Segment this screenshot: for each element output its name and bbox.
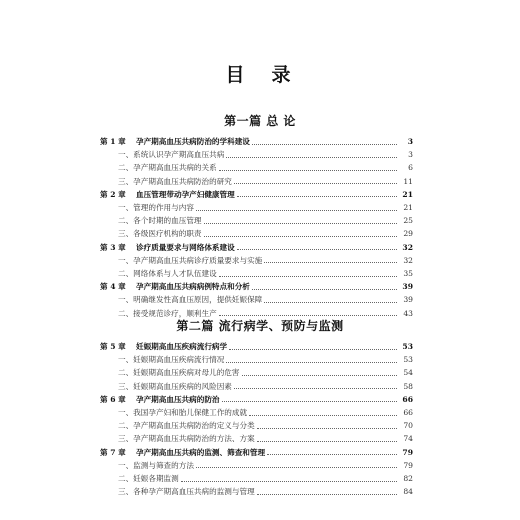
chapter-title: 孕产期高血压共病的防治 — [136, 394, 220, 404]
section-title: 一、我国孕产妇和胎儿保健工作的成就 — [118, 408, 248, 417]
section-title: 三、孕产期高血压共病防治的方法、方案 — [118, 434, 255, 444]
section-title: 三、孕产期高血压共病防治的研究 — [118, 176, 232, 186]
toc-chapter-row — [100, 280, 413, 293]
dot-leader — [181, 480, 397, 482]
section-title: 三、各种孕产期高血压共病的监测与管理 — [118, 487, 255, 497]
part-title: 第二篇 流行病学、预防与监测 — [176, 319, 344, 333]
page-number: 43 — [403, 308, 413, 318]
page-number: 66 — [403, 408, 413, 417]
toc-section-row — [100, 161, 413, 174]
toc-section-row — [100, 380, 413, 393]
toc-section-row — [100, 201, 413, 214]
toc-chapter-row — [100, 446, 413, 459]
page-number: 82 — [403, 474, 413, 483]
dot-leader — [204, 222, 397, 224]
dot-leader — [219, 169, 397, 171]
page-title: 目 录 — [225, 64, 295, 86]
page-number: 79 — [402, 447, 413, 457]
section-title: 一、监测与筛查的方法 — [118, 460, 194, 470]
section-title: 二、各个时期的血压管理 — [118, 216, 202, 226]
chapter-title: 孕产期高血压共病的监测、筛查和管理 — [136, 447, 266, 457]
section-title: 二、孕产期高血压共病的关系 — [118, 163, 217, 173]
section-title: 一、明确继发性高血压原因，提供妊娠保障 — [118, 295, 263, 305]
dot-leader — [226, 156, 397, 158]
dot-leader — [264, 301, 397, 303]
section-title: 二、网络体系与人才队伍建设 — [118, 269, 217, 278]
toc-section-row — [100, 353, 413, 366]
page-number: 25 — [403, 216, 413, 226]
toc-chapter-row — [100, 135, 413, 148]
chapter-number: 第 2 章 — [100, 189, 126, 199]
dot-leader — [196, 466, 397, 468]
page-number: 21 — [403, 203, 413, 212]
dot-leader — [257, 427, 397, 429]
toc-section-row — [100, 485, 413, 498]
chapter-number: 第 7 章 — [100, 447, 126, 457]
section-title: 一、系统认识孕产期高血压共病 — [118, 150, 225, 160]
page-number: 21 — [402, 189, 413, 199]
toc-section-row — [100, 148, 413, 161]
dot-leader — [249, 414, 397, 416]
dot-leader — [237, 248, 397, 250]
toc-section-row — [100, 459, 413, 472]
page-number: 32 — [402, 242, 413, 252]
dot-leader — [234, 182, 397, 184]
dot-leader — [252, 143, 397, 145]
page-number: 53 — [402, 342, 413, 351]
chapter-number: 第 6 章 — [100, 394, 126, 404]
page-number: 32 — [403, 255, 413, 265]
page-number: 6 — [408, 163, 413, 173]
page-number: 84 — [403, 487, 413, 497]
dot-leader — [237, 195, 397, 197]
dot-leader — [226, 361, 397, 363]
page-number: 54 — [403, 368, 413, 378]
section-title: 二、妊娠期高血压疾病对母儿的危害 — [118, 368, 240, 378]
page-number: 29 — [403, 229, 413, 239]
toc-chapter-row — [100, 188, 413, 201]
toc-section-row — [100, 419, 413, 432]
toc-section-row — [100, 406, 413, 419]
dot-leader — [196, 209, 397, 211]
chapter-title: 孕产期高血压共病防治的学科建设 — [136, 137, 250, 146]
chapter-title: 孕产期高血压共病病例特点和分析 — [136, 282, 250, 292]
page-number: 74 — [403, 434, 413, 444]
toc-section-row — [100, 267, 413, 280]
section-title: 二、孕产期高血压共病防治的定义与分类 — [118, 421, 255, 431]
dot-leader — [257, 493, 397, 495]
chapter-number: 第 3 章 — [100, 242, 126, 252]
part-title: 第一篇 总 论 — [224, 114, 296, 128]
section-title: 三、妊娠期高血压疾病的风险因素 — [118, 381, 232, 391]
page-number: 66 — [402, 394, 413, 404]
dot-leader — [264, 261, 397, 263]
toc-section-row — [100, 293, 413, 306]
chapter-title: 妊娠期高血压疾病流行病学 — [136, 342, 228, 351]
dot-leader — [222, 400, 397, 402]
page-number: 70 — [403, 421, 413, 431]
chapter-title: 诊疗质量要求与网络体系建设 — [136, 242, 235, 252]
dot-leader — [234, 387, 397, 389]
dot-leader — [219, 314, 397, 316]
dot-leader — [229, 348, 397, 350]
page-number: 3 — [407, 137, 413, 146]
toc-section-row — [100, 227, 413, 240]
page-number: 58 — [403, 381, 413, 391]
toc-section-row — [100, 214, 413, 227]
toc-section-row — [100, 432, 413, 445]
toc-section-row — [100, 366, 413, 379]
section-title: 二、接受规范诊疗，顺利生产 — [118, 308, 217, 318]
section-title: 一、孕产期高血压共病诊疗质量要求与实施 — [118, 255, 263, 265]
page-number: 39 — [403, 295, 413, 305]
toc-chapter-row — [100, 241, 413, 254]
dot-leader — [219, 275, 397, 277]
dot-leader — [257, 440, 397, 442]
section-title: 三、各级医疗机构的职责 — [118, 229, 202, 239]
dot-leader — [242, 374, 398, 376]
section-title: 二、妊娠各期监测 — [118, 474, 179, 483]
chapter-number: 第 1 章 — [100, 137, 126, 146]
toc-section-row — [100, 472, 413, 485]
page-number: 11 — [403, 176, 413, 186]
dot-leader — [252, 288, 397, 290]
toc-section-row — [100, 175, 413, 188]
page-number: 35 — [403, 269, 413, 278]
chapter-title: 血压管理带动孕产妇健康管理 — [136, 189, 235, 199]
section-title: 一、妊娠期高血压疾病流行情况 — [118, 355, 225, 365]
page-number: 53 — [403, 355, 413, 365]
page-number: 79 — [403, 460, 413, 470]
toc-chapter-row — [100, 340, 413, 353]
page-number: 39 — [402, 282, 413, 292]
page-number: 3 — [408, 150, 413, 160]
chapter-number: 第 4 章 — [100, 282, 126, 292]
section-title: 一、管理的作用与内容 — [118, 203, 194, 212]
dot-leader — [204, 235, 397, 237]
toc-chapter-row — [100, 393, 413, 406]
chapter-number: 第 5 章 — [100, 342, 126, 351]
dot-leader — [267, 453, 397, 455]
toc-section-row — [100, 254, 413, 267]
